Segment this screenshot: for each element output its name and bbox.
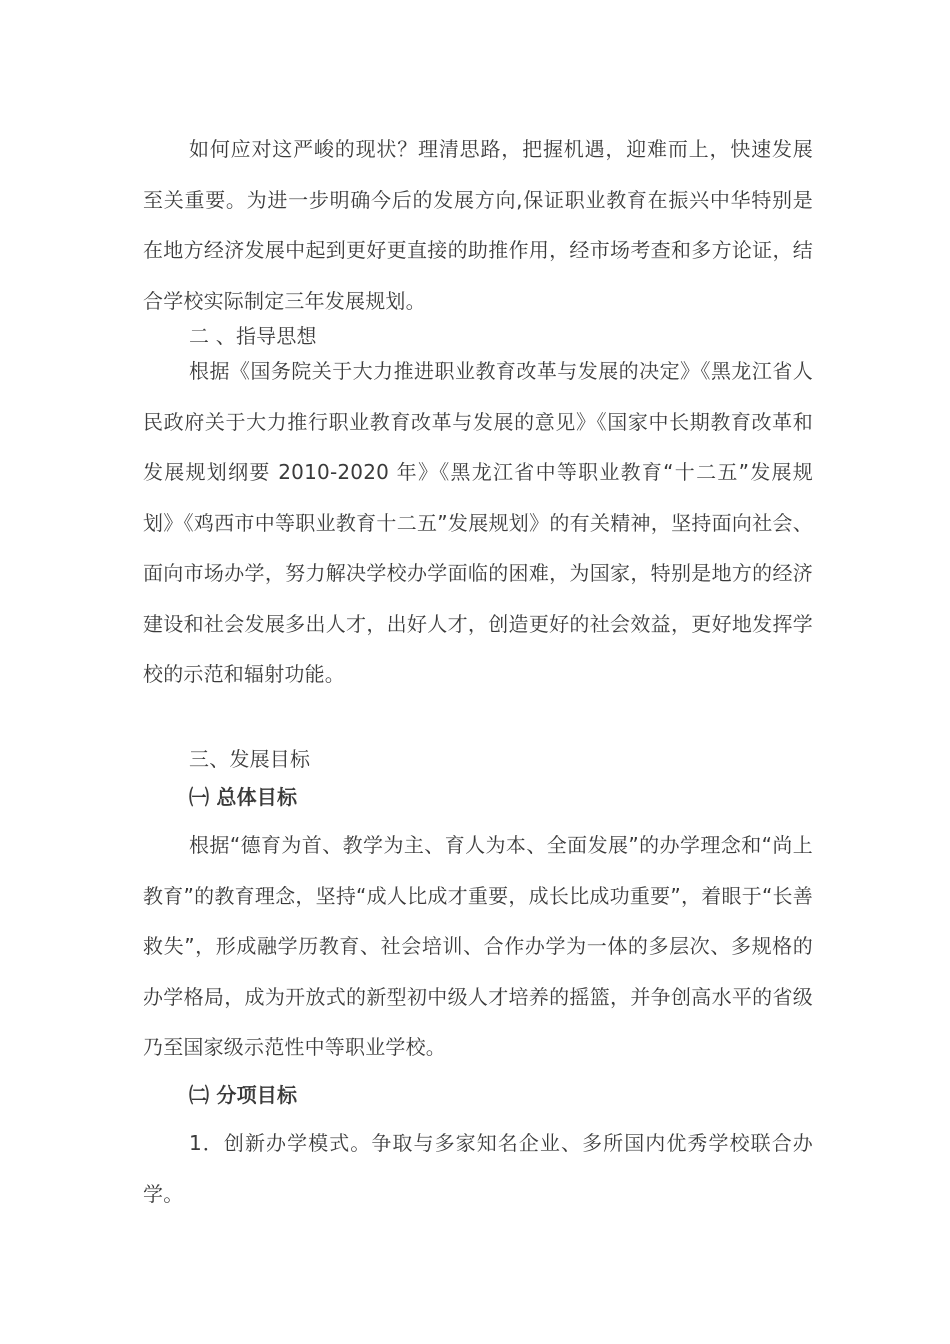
heading-guiding-ideology: 二 、指导思想 (189, 324, 317, 348)
heading-overall-goal: ㈠ 总体目标 (189, 785, 298, 809)
paragraph-intro: 如何应对这严峻的现状？理清思路，把握机遇，迎难而上，快速发展至关重要。为进一步明确今后的发展方向,保证职业教育在振兴中华特别是在地方经济发展中起到更好更直接的助推作用，经市场考查和多方论证，结合学校实际制定三年发展规划。 (143, 137, 813, 313)
paragraph-guiding-ideology: 根据《国务院关于大力推进职业教育改革与发展的决定》《黑龙江省人民政府关于大力推行职业教育改革与发展的意见》《国家中长期教育改革和发展规划纲要 2010-2020 年》《黑龙江省中等职业教育“十二五”发展规划》《鸡西市中等职业教育十二五”发展规划》的有关精神，坚持面向社会、面向市场办学，努力解决学校办学面临的困难，为国家，特别是地方的经济建设和社会发展多出人才，出好人才，创造更好的社会效益，更好地发挥学校的示范和辐射功能。 (143, 359, 813, 686)
heading-development-goals: 三、发展目标 (189, 747, 311, 771)
heading-sub-goals: ㈡ 分项目标 (189, 1083, 298, 1107)
paragraph-overall-goal: 根据“德育为首、教学为主、育人为本、全面发展”的办学理念和“尚上教育”的教育理念，坚持“成人比成才重要，成长比成功重要”，着眼于“长善救失”，形成融学历教育、社会培训、合作办学为一体的多层次、多规格的办学格局，成为开放式的新型初中级人才培养的摇篮，并争创高水平的省级乃至国家级示范性中等职业学校。 (143, 833, 813, 1059)
paragraph-item-1: 1．创新办学模式。争取与多家知名企业、多所国内优秀学校联合办学。 (143, 1131, 813, 1206)
